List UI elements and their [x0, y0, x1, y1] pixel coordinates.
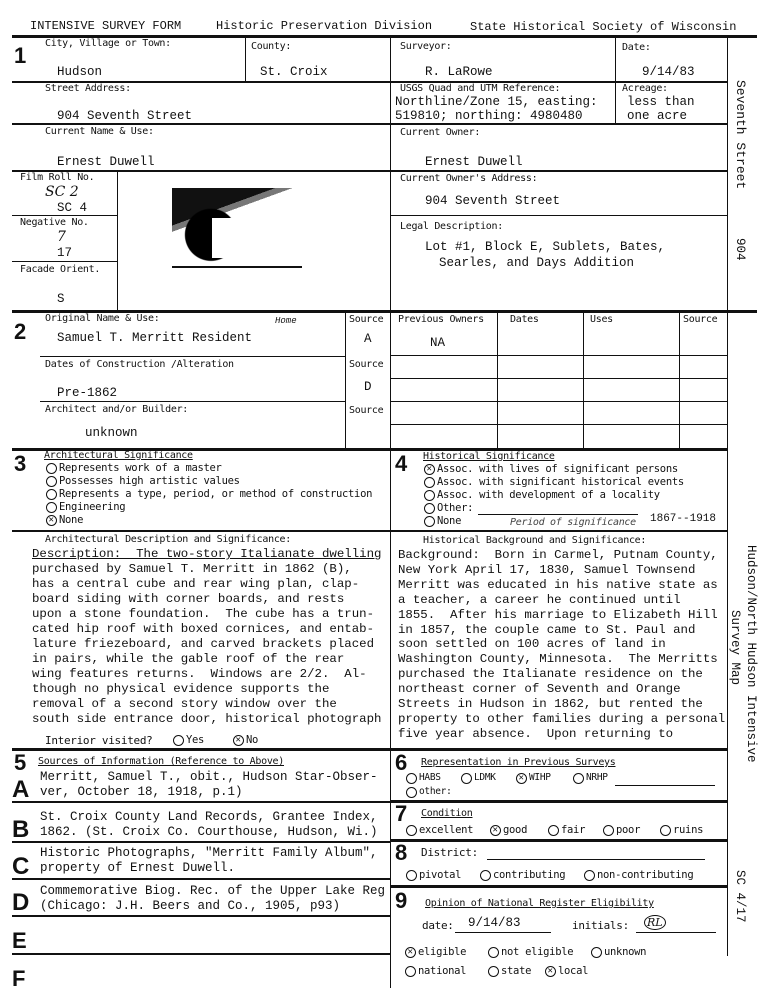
other-underline: [478, 514, 638, 515]
divider: [390, 401, 727, 402]
desc-line: purchased by Samuel T. Merritt in 1862 (B),: [32, 562, 352, 576]
radio-icon: [488, 947, 499, 958]
source-b-line-1[interactable]: St. Croix County Land Records, Grantee Index,: [40, 810, 378, 824]
option-label: good: [503, 824, 528, 836]
legal-label: Legal Description:: [400, 221, 503, 232]
option-label: None: [437, 515, 462, 527]
surveyor-label: Surveyor:: [400, 41, 452, 52]
negative-value[interactable]: 17: [57, 246, 73, 260]
survey-habs[interactable]: [406, 772, 441, 784]
option-label: Other:: [437, 502, 474, 514]
eligibility-unknown[interactable]: [591, 946, 646, 958]
radio-icon: [46, 502, 57, 513]
divider: [12, 170, 727, 172]
divider: [345, 311, 346, 448]
source-label-2: Source: [349, 359, 384, 370]
film-roll-handwritten: SC 2: [45, 184, 79, 200]
option-label: local: [558, 965, 589, 977]
architect-label: Architect and/or Builder:: [45, 404, 189, 415]
initials-label: initials:: [572, 919, 629, 932]
divider: [615, 36, 616, 123]
division: Historic Preservation Division: [216, 19, 433, 33]
section-3-number: 3: [14, 451, 27, 476]
option-label: not eligible: [501, 946, 574, 958]
margin-map-2: Survey Map: [728, 610, 742, 686]
radio-icon: [480, 870, 491, 881]
desc-line: board siding with corner boards, and rests: [32, 592, 345, 606]
radio-icon: [424, 503, 435, 514]
option-label: Assoc. with significant historical events: [437, 476, 684, 488]
hist-line: in 1857, the couple came to St. Paul and: [398, 622, 696, 637]
option-label: poor: [616, 824, 641, 836]
option-label: No: [246, 734, 259, 746]
desc-line: lature friezeboard, and carved brackets placed: [32, 637, 375, 651]
hist-line: northeast corner of Seventh and Orange: [398, 682, 681, 697]
owner-address-label: Current Owner's Address:: [400, 173, 538, 184]
hist-line: property to other families during a personal: [398, 711, 726, 726]
usgs-line-2[interactable]: 519810; northing: 4980480: [395, 109, 583, 123]
prev-dates-header: Dates: [510, 314, 539, 325]
hist-line: Merritt was educated in his native state as: [398, 577, 718, 592]
divider: [583, 311, 584, 448]
source-letter-d: D: [12, 889, 30, 916]
surveys-title: Representation in Previous Surveys: [421, 757, 616, 768]
city-value[interactable]: Hudson: [57, 65, 103, 79]
radio-icon: [406, 787, 417, 798]
arch-sig-title: Architectural Significance: [44, 450, 193, 461]
desc-line: removal of a second story window over the: [32, 697, 337, 711]
radio-icon: [461, 773, 472, 784]
option-label: ruins: [673, 824, 704, 836]
section-5-number: 5: [14, 750, 27, 775]
hist-background-label: Historical Background and Significance:: [423, 535, 647, 546]
margin-number: 904: [733, 238, 747, 261]
eligibility-not-eligible[interactable]: [488, 946, 573, 958]
divider: [390, 215, 727, 216]
interior-label: Interior visited?: [45, 734, 153, 747]
eligibility-date[interactable]: 9/14/83: [468, 916, 521, 930]
hist-sig-title: Historical Significance: [423, 451, 555, 462]
county-value[interactable]: St. Croix: [260, 65, 328, 79]
radio-icon: [591, 947, 602, 958]
divider: [390, 885, 727, 888]
section-9-number: 9: [395, 888, 408, 913]
section-4-number: 4: [395, 451, 408, 476]
eligibility-title: Opinion of National Register Eligibility: [425, 898, 654, 909]
arch-description: [32, 547, 381, 727]
arch-desc-label: Architectural Description and Significance:: [45, 534, 291, 545]
divider: [390, 378, 727, 379]
source-b-line-2[interactable]: 1862. (St. Croix Co. Courthouse, Hudson, Wi.): [40, 825, 378, 839]
acreage-line-2[interactable]: one acre: [627, 109, 688, 123]
arch-sig-none[interactable]: [46, 514, 83, 526]
dates-source[interactable]: D: [364, 380, 372, 394]
hist-line: purchased the Italianate residence on the: [398, 667, 703, 682]
hist-background: [398, 548, 725, 742]
hist-line: five year absence. Upon returning to: [398, 726, 674, 741]
prev-uses-header: Uses: [590, 314, 613, 325]
source-d-line-2[interactable]: (Chicago: J.H. Beers and Co., 1905, p93): [40, 899, 341, 913]
divider: [12, 953, 390, 955]
current-owner-value[interactable]: Ernest Duwell: [425, 155, 523, 169]
legal-line-1[interactable]: Lot #1, Block E, Sublets, Bates,: [425, 240, 666, 254]
radio-checked-icon: [545, 966, 556, 977]
negative-handwritten: 7: [57, 229, 66, 245]
architect-value[interactable]: unknown: [85, 426, 138, 440]
divider: [390, 800, 727, 803]
option-label: NRHP: [586, 772, 608, 783]
level-state[interactable]: [488, 965, 531, 977]
arch-sig-engineering[interactable]: [46, 501, 125, 513]
option-label: None: [59, 514, 84, 526]
condition-good[interactable]: [490, 824, 527, 836]
current-owner-label: Current Owner:: [400, 127, 481, 138]
acreage-line-1[interactable]: less than: [627, 95, 695, 109]
hist-sig-persons[interactable]: [424, 463, 678, 475]
radio-icon: [424, 477, 435, 488]
radio-icon: [424, 516, 435, 527]
section-7-number: 7: [395, 801, 408, 826]
divider: [12, 530, 727, 532]
level-national[interactable]: [405, 965, 466, 977]
radio-icon: [584, 870, 595, 881]
option-label: Possesses high artistic values: [59, 475, 240, 487]
hist-sig-none[interactable]: [424, 515, 461, 527]
section-8-number: 8: [395, 840, 408, 865]
option-label: contributing: [493, 869, 566, 881]
date-value[interactable]: 9/14/83: [642, 65, 695, 79]
society: State Historical Society of Wisconsin: [470, 20, 737, 34]
radio-checked-icon: [233, 735, 244, 746]
option-label: Assoc. with development of a locality: [437, 489, 660, 501]
condition-poor[interactable]: [603, 824, 640, 836]
divider: [390, 355, 727, 356]
county-label: County:: [251, 41, 292, 52]
arch-sig-artistic[interactable]: [46, 475, 240, 487]
film-roll-label: Film Roll No.: [20, 172, 95, 183]
form-title: INTENSIVE SURVEY FORM: [30, 19, 182, 33]
film-roll-value[interactable]: SC 4: [57, 201, 88, 215]
option-label: pivotal: [419, 869, 462, 881]
prev-owner-value[interactable]: NA: [430, 336, 446, 350]
margin-street: Seventh Street: [733, 80, 748, 190]
radio-icon: [46, 476, 57, 487]
source-letter-e: E: [12, 928, 27, 953]
divider: [40, 356, 345, 357]
radio-checked-icon: [516, 773, 527, 784]
street-label: Street Address:: [45, 83, 131, 94]
divider: [390, 36, 391, 448]
desc-line: [32, 547, 381, 562]
margin-code: SC 4/17: [733, 870, 747, 923]
dates-value[interactable]: Pre-1862: [57, 386, 118, 400]
hist-line: a teacher, a career he continued until: [398, 592, 681, 607]
radio-icon: [573, 773, 584, 784]
divider: [679, 311, 680, 448]
divider: [390, 424, 727, 425]
source-a-line-2[interactable]: ver, October 18, 1918, p.1): [40, 785, 243, 799]
legal-line-2[interactable]: Searles, and Days Addition: [439, 256, 635, 270]
divider: [390, 839, 727, 842]
option-label: excellent: [419, 824, 474, 836]
source-c-line-2[interactable]: property of Ernest Duwell.: [40, 861, 236, 875]
condition-fair[interactable]: [548, 824, 585, 836]
prev-owners-header: Previous Owners: [398, 314, 484, 325]
option-label: LDMK: [474, 772, 496, 783]
source-letter-a: A: [12, 776, 30, 803]
divider: [12, 841, 390, 843]
radio-icon: [173, 735, 184, 746]
desc-line: cated hip roof with boxed cornices, and entab-: [32, 622, 375, 636]
radio-checked-icon: [490, 825, 501, 836]
period-value[interactable]: 1867--1918: [650, 513, 717, 525]
district-contributing[interactable]: [480, 869, 565, 881]
street-value[interactable]: 904 Seventh Street: [57, 109, 193, 123]
option-label: unknown: [604, 946, 647, 958]
original-source[interactable]: A: [364, 332, 372, 346]
option-label: Assoc. with lives of significant persons: [437, 463, 678, 475]
desc-line: has a central cube and rear wing plan, clap-: [32, 577, 360, 591]
divider: [497, 311, 498, 448]
arch-sig-type[interactable]: [46, 488, 372, 500]
hist-line: 1855. After his marriage to Elizabeth Hill: [398, 607, 718, 622]
option-label: non-contributing: [597, 869, 694, 881]
radio-icon: [406, 825, 417, 836]
period-label: Period of significance: [510, 517, 636, 528]
usgs-label: USGS Quad and UTM Reference:: [400, 83, 561, 94]
divider: [727, 36, 728, 956]
radio-icon: [46, 463, 57, 474]
option-label: other:: [419, 786, 452, 797]
survey-nrhp[interactable]: [573, 772, 608, 784]
desc-line: in pairs, while the gable roof of the rear: [32, 652, 345, 666]
negative-label: Negative No.: [20, 217, 89, 228]
option-label: Yes: [186, 734, 205, 746]
radio-icon: [406, 773, 417, 784]
divider: [12, 123, 727, 125]
level-local[interactable]: [545, 965, 588, 977]
hist-sig-locality[interactable]: [424, 489, 660, 501]
radio-icon: [406, 870, 417, 881]
source-label: Source: [349, 314, 384, 325]
source-d-line-1[interactable]: Commemorative Biog. Rec. of the Upper Lake Reg: [40, 884, 386, 898]
divider: [12, 878, 390, 880]
radio-icon: [660, 825, 671, 836]
source-label-3: Source: [349, 405, 384, 416]
hist-line: Streets in Hudson in 1862, but rented the: [398, 697, 703, 712]
hist-line: Background: Born in Carmel, Putnam County,: [398, 548, 718, 562]
radio-checked-icon: [46, 515, 57, 526]
district-underline: [487, 859, 705, 860]
option-label: fair: [561, 824, 586, 836]
prev-source-header: Source: [683, 314, 718, 325]
option-label: national: [418, 965, 467, 977]
divider: [12, 215, 117, 216]
divider: [12, 261, 117, 262]
radio-icon: [548, 825, 559, 836]
radio-icon: [488, 966, 499, 977]
hist-line: Washington County, Minnesota. The Merritts: [398, 652, 718, 667]
acreage-label: Acreage:: [622, 83, 668, 94]
option-label: eligible: [418, 946, 467, 958]
margin-map: Hudson/North Hudson Intensive: [744, 545, 758, 763]
surveyor-value[interactable]: R. LaRowe: [425, 65, 493, 79]
option-label: WIHP: [529, 772, 551, 783]
interior-no[interactable]: [233, 734, 258, 746]
hist-sig-events[interactable]: [424, 476, 684, 488]
radio-icon: [603, 825, 614, 836]
radio-icon: [405, 966, 416, 977]
desc-line: though no physical evidence supports the: [32, 682, 330, 696]
radio-checked-icon: [405, 947, 416, 958]
condition-ruins[interactable]: [660, 824, 703, 836]
facade-label: Facade Orient.: [20, 264, 101, 275]
original-name-label: Original Name & Use:: [45, 313, 160, 324]
original-name-value[interactable]: Samuel T. Merritt Resident: [57, 331, 253, 345]
condition-excellent[interactable]: [406, 824, 473, 836]
interior-yes[interactable]: [173, 734, 204, 746]
building-photo: [172, 188, 302, 268]
section-6-number: 6: [395, 750, 408, 775]
hist-sig-other[interactable]: [424, 502, 473, 514]
survey-other[interactable]: [406, 786, 452, 798]
facade-value[interactable]: S: [57, 292, 65, 306]
divider: [12, 748, 727, 751]
hist-line: soon settled on 100 acres of land in: [398, 637, 666, 652]
option-label: Represents a type, period, or method of construction: [59, 488, 373, 500]
divider: [117, 170, 118, 310]
city-label: City, Village or Town:: [45, 38, 171, 49]
eligibility-eligible[interactable]: [405, 946, 466, 958]
district-pivotal[interactable]: [406, 869, 461, 881]
current-name-label: Current Name & Use:: [45, 126, 154, 137]
other-underline: [615, 785, 715, 786]
condition-title: Condition: [421, 808, 473, 819]
hist-line: New York April 17, 1830, Samuel Townsend: [398, 562, 696, 577]
district-non-contributing[interactable]: [584, 869, 693, 881]
survey-wihp[interactable]: [516, 772, 551, 784]
desc-heading: Description: The two-story Italianate dwelling: [32, 547, 382, 561]
source-letter-c: C: [12, 853, 30, 880]
section-1-number: 1: [14, 43, 27, 68]
option-label: Engineering: [59, 501, 126, 513]
section-2-number: 2: [14, 319, 27, 344]
option-label: Represents work of a master: [59, 462, 222, 474]
desc-line: wing features returns. Windows are 2/2. Al-: [32, 667, 367, 681]
usgs-line-1[interactable]: Northline/Zone 15, easting:: [395, 95, 598, 109]
source-c-line-1[interactable]: Historic Photographs, "Merritt Family Album",: [40, 846, 378, 860]
eligibility-date-label: date:: [422, 919, 454, 932]
option-label: state: [501, 965, 532, 977]
divider: [245, 36, 246, 81]
owner-address-value[interactable]: 904 Seventh Street: [425, 194, 561, 208]
radio-checked-icon: [424, 464, 435, 475]
source-letter-b: B: [12, 816, 30, 843]
initials-underline: [636, 932, 716, 933]
survey-ldmk[interactable]: [461, 772, 496, 784]
date-underline: [455, 932, 551, 933]
divider: [40, 401, 345, 402]
radio-icon: [46, 489, 57, 500]
district-title: District:: [421, 846, 478, 859]
original-name-handwritten: Home: [275, 316, 297, 326]
dates-label: Dates of Construction /Alteration: [45, 359, 234, 370]
initials-value[interactable]: RL: [644, 915, 666, 930]
sources-title: Sources of Information (Reference to Above): [38, 756, 284, 767]
source-letter-f: F: [12, 966, 26, 991]
divider: [12, 915, 390, 917]
divider: [12, 801, 390, 803]
divider: [390, 448, 391, 988]
radio-icon: [424, 490, 435, 501]
option-label: HABS: [419, 772, 441, 783]
arch-sig-master[interactable]: [46, 462, 222, 474]
desc-line: upon a stone foundation. The cube has a trun-: [32, 607, 375, 621]
desc-line: south side entrance door, historical photograph: [32, 712, 382, 726]
current-name-value[interactable]: Ernest Duwell: [57, 155, 155, 169]
source-a-line-1[interactable]: Merritt, Samuel T., obit., Hudson Star-Obser-: [40, 770, 378, 784]
date-label: Date:: [622, 42, 651, 53]
